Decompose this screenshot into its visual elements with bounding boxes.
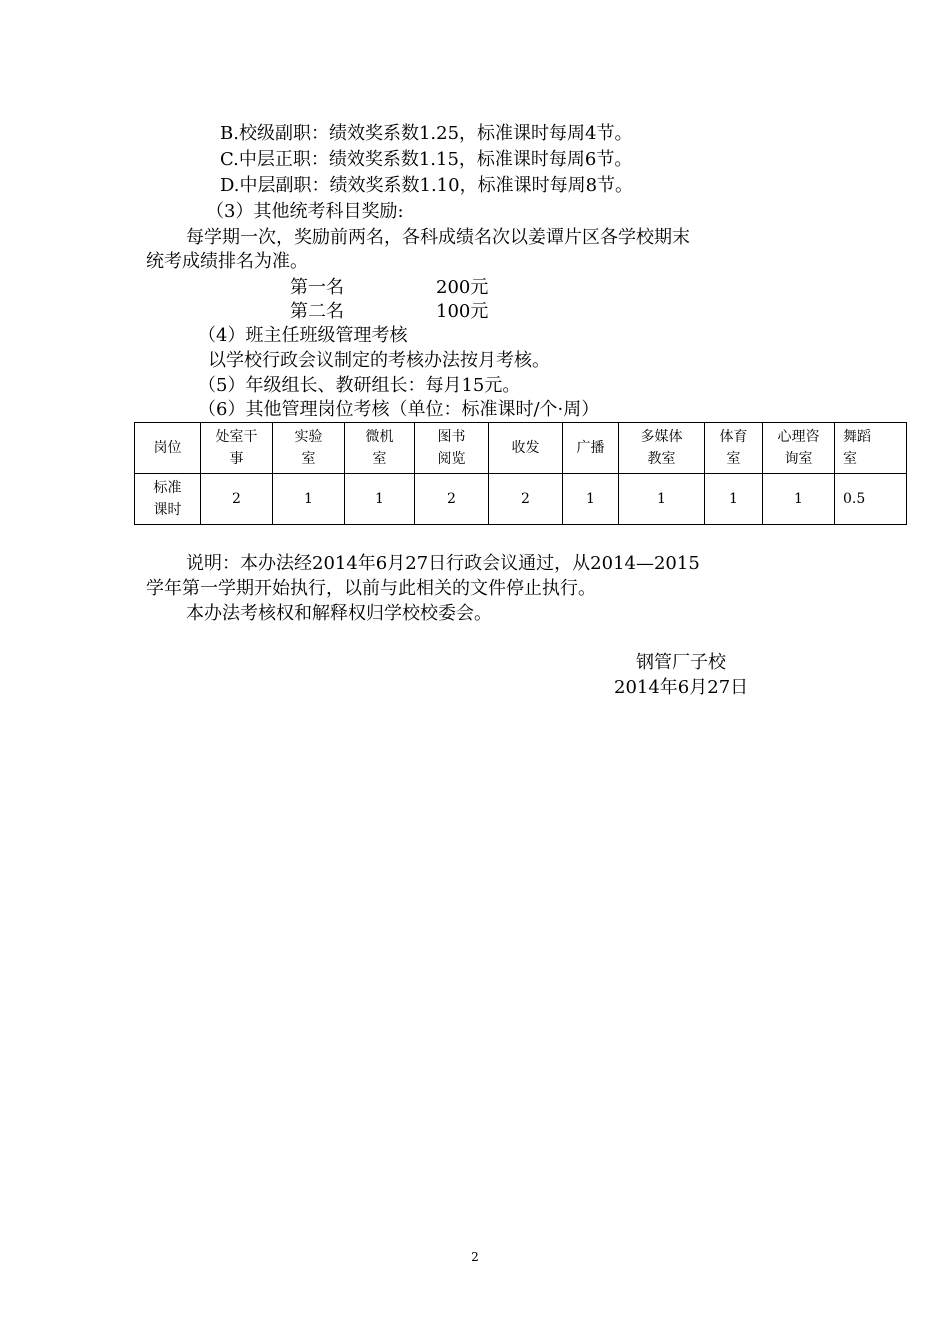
table-row-label-cell	[135, 423, 201, 474]
table-header-cell	[763, 423, 835, 474]
cell-text-line: 实验	[294, 429, 323, 445]
table-value-cell: 2	[415, 474, 489, 525]
table-value-cell: 2	[489, 474, 563, 525]
cell-text-line: 课时	[153, 502, 182, 518]
table-header-cell	[705, 423, 763, 474]
cell-text-line: 岗位	[153, 440, 182, 456]
cell-text-line: 舞蹈	[843, 429, 871, 445]
cell-text-line: 教室	[647, 451, 676, 467]
cell-text-line: 询室	[784, 451, 813, 467]
cell-text-line: 标准	[153, 480, 182, 496]
cell-text-line: 室	[372, 451, 387, 467]
cell-text-line: 室	[301, 451, 316, 467]
table-header-cell	[489, 423, 563, 474]
table-value-cell: 0.5	[835, 474, 907, 525]
item-c-middle-head: C.中层正职：绩效奖系数1.15，标准课时每周6节。	[220, 149, 633, 170]
prize-first-amount: 200元	[436, 277, 489, 298]
table-value-cell: 1	[763, 474, 835, 525]
cell-text-line: 广播	[576, 440, 605, 456]
cell-text-line: 室	[726, 451, 741, 467]
cell-text-line: 收发	[511, 440, 540, 456]
table-row-label-cell	[135, 474, 201, 525]
cell-text-line: 微机	[365, 429, 394, 445]
item-d-middle-deputy: D.中层副职：绩效奖系数1.10，标准课时每周8节。	[220, 175, 634, 196]
signature-date: 2014年6月27日	[614, 677, 749, 698]
section-3-paragraph-line1: 每学期一次，奖励前两名，各科成绩名次以姜谭片区各学校期末	[186, 227, 690, 248]
table-value-cell: 2	[201, 474, 273, 525]
table-value-cell: 1	[345, 474, 415, 525]
table-value-cell: 1	[563, 474, 619, 525]
cell-text-line: 室	[843, 451, 857, 467]
section-6-heading: （6）其他管理岗位考核（单位：标准课时/个·周）	[198, 399, 600, 420]
section-3-heading: （3）其他统考科目奖励:	[206, 201, 404, 222]
cell-text-line: 心理咨	[777, 429, 820, 445]
cell-text-line: 事	[229, 451, 244, 467]
prize-first-rank: 第一名	[290, 277, 344, 298]
section-3-paragraph-line2: 统考成绩排名为准。	[146, 251, 308, 272]
prize-second-rank: 第二名	[290, 301, 344, 322]
table-header-cell	[273, 423, 345, 474]
cell-text-line: 体育	[719, 429, 748, 445]
signature-org: 钢管厂子校	[636, 652, 726, 673]
section-4-text: 以学校行政会议制定的考核办法按月考核。	[208, 350, 550, 371]
table-header-row	[135, 423, 907, 474]
cell-text-line: 阅览	[437, 451, 466, 467]
cell-text-line: 图书	[437, 429, 466, 445]
section-4-heading: （4）班主任班级管理考核	[198, 325, 408, 346]
cell-text-line: 处室干	[215, 429, 258, 445]
section-5-text: （5）年级组长、教研组长：每月15元。	[198, 375, 521, 396]
post-hours-table	[134, 422, 907, 525]
table-value-cell: 1	[705, 474, 763, 525]
table-header-cell	[201, 423, 273, 474]
table-header-cell	[619, 423, 705, 474]
note-line1: 说明：本办法经2014年6月27日行政会议通过，从2014—2015	[186, 553, 700, 574]
table-header-cell	[563, 423, 619, 474]
note-line2: 学年第一学期开始执行，以前与此相关的文件停止执行。	[146, 578, 596, 599]
table-header-cell	[415, 423, 489, 474]
table-value-cell: 1	[273, 474, 345, 525]
item-b-deputy-school: B.校级副职：绩效奖系数1.25，标准课时每周4节。	[220, 123, 633, 144]
page-number: 2	[471, 1250, 479, 1264]
cell-text-line: 多媒体	[640, 429, 683, 445]
table-header-cell	[835, 423, 907, 474]
note-line3: 本办法考核权和解释权归学校校委会。	[186, 603, 492, 624]
table-value-cell: 1	[619, 474, 705, 525]
prize-second-amount: 100元	[436, 301, 489, 322]
table-value-row	[135, 474, 907, 525]
table-header-cell	[345, 423, 415, 474]
